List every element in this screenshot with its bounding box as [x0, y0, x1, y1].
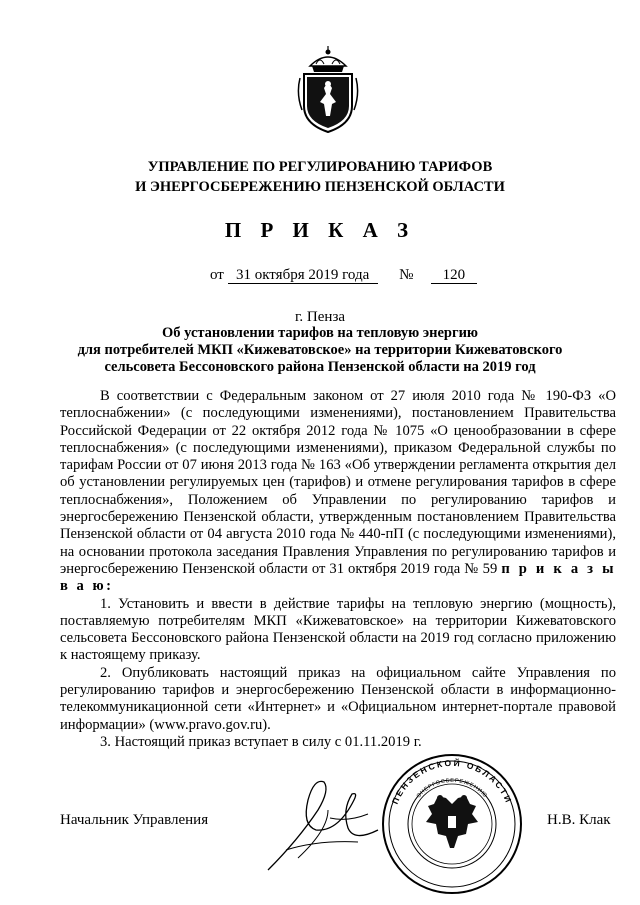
signatory-position: Начальник Управления: [60, 812, 209, 828]
subject-line-3: сельсовета Бессоновского района Пензенской области на 2019 год: [104, 359, 536, 375]
org-line-2: И ЭНЕРГОСБЕРЕЖЕНИЮ ПЕНЗЕНСКОЙ ОБЛАСТИ: [135, 179, 505, 195]
org-line-1: УПРАВЛЕНИЕ ПО РЕГУЛИРОВАНИЮ ТАРИФОВ: [147, 159, 493, 175]
svg-text:ЭНЕРГОСБЕРЕЖЕНИЮ: [416, 778, 488, 799]
date-number-line: [210, 267, 477, 284]
document-number: 120: [431, 268, 477, 284]
item-3: 3. Настоящий приказ вступает в силу с 01.11.2019 г.: [100, 733, 422, 750]
stamp-text-mid: ЭНЕРГОСБЕРЕЖЕНИЮ: [415, 777, 489, 800]
preamble-text: В соответствии с Федеральным законом от 27 июля 2010 года № 190-ФЗ «О теплоснабжении» (с последующими изменениями), постановлением Правительства Российской Федерации от 22 октября 2012 года № 1075 «О ценообразовании в сфере теплоснабжения» (с последующими изменениями), приказом Федеральной службы по тарифам России от 07 июня 2013 года № 163 «Об утверждении регламента открытия дел об установлении регулируемых цен (тарифов) и отмене регулирования тарифов в сфере теплоснабжения», Положением об Управлении по регулированию тарифов и энергосбережению Пензенской области, утвержденным постановлением Правительства Пензенской области от 04 августа 2010 года № 440-пП (с последующими изменениями), на основании протокола заседания Правления Управления по регулированию тарифов и энергосбережению Пензенской области от 31 октября 2019 года № 59: [60, 388, 616, 577]
issuing-authority: [0, 157, 640, 197]
document-type-title: П Р И К А З: [224, 218, 416, 242]
official-seal-stamp: [380, 752, 525, 897]
number-label: №: [399, 267, 414, 283]
penza-oblast-coat-of-arms-icon: [296, 44, 360, 136]
item-2: 2. Опубликовать настоящий приказ на официальном сайте Управления по регулированию тарифов и энергосбережению Пензенской области в информационно-телекоммуникационной сети «Интернет» и «Официальном интернет-портале правовой информации» (www.pravo.gov.ru).: [60, 664, 616, 733]
order-word: п р и к а з ы в а ю:: [60, 560, 616, 595]
preamble-paragraph: [60, 388, 616, 596]
subject-line-1: Об установлении тарифов на тепловую энергию: [161, 325, 479, 341]
handwritten-signature-icon: [258, 770, 388, 880]
document-body: [60, 388, 616, 751]
document-date: 31 октября 2019 года: [228, 268, 378, 284]
item-1: 1. Установить и ввести в действие тарифы на тепловую энергию (мощность), поставляемую потребителям МКП «Кижеватовское» на территории Кижеватовского сельсовета Бессоновского района Пензенской области на 2019 год согласно приложению к настоящему приказу.: [60, 595, 616, 664]
signatory-name: Н.В. Клак: [547, 812, 611, 828]
subject-line-2: для потребителей МКП «Кижеватовское» на территории Кижеватовского: [77, 342, 563, 358]
russian-double-headed-eagle-icon: [426, 795, 478, 848]
date-from-label: от: [210, 267, 224, 283]
document-subject: [0, 325, 640, 376]
city-line: г. Пенза: [294, 309, 346, 325]
stamp-text-top: ПЕНЗЕНСКОЙ ОБЛАСТИ: [389, 757, 515, 806]
